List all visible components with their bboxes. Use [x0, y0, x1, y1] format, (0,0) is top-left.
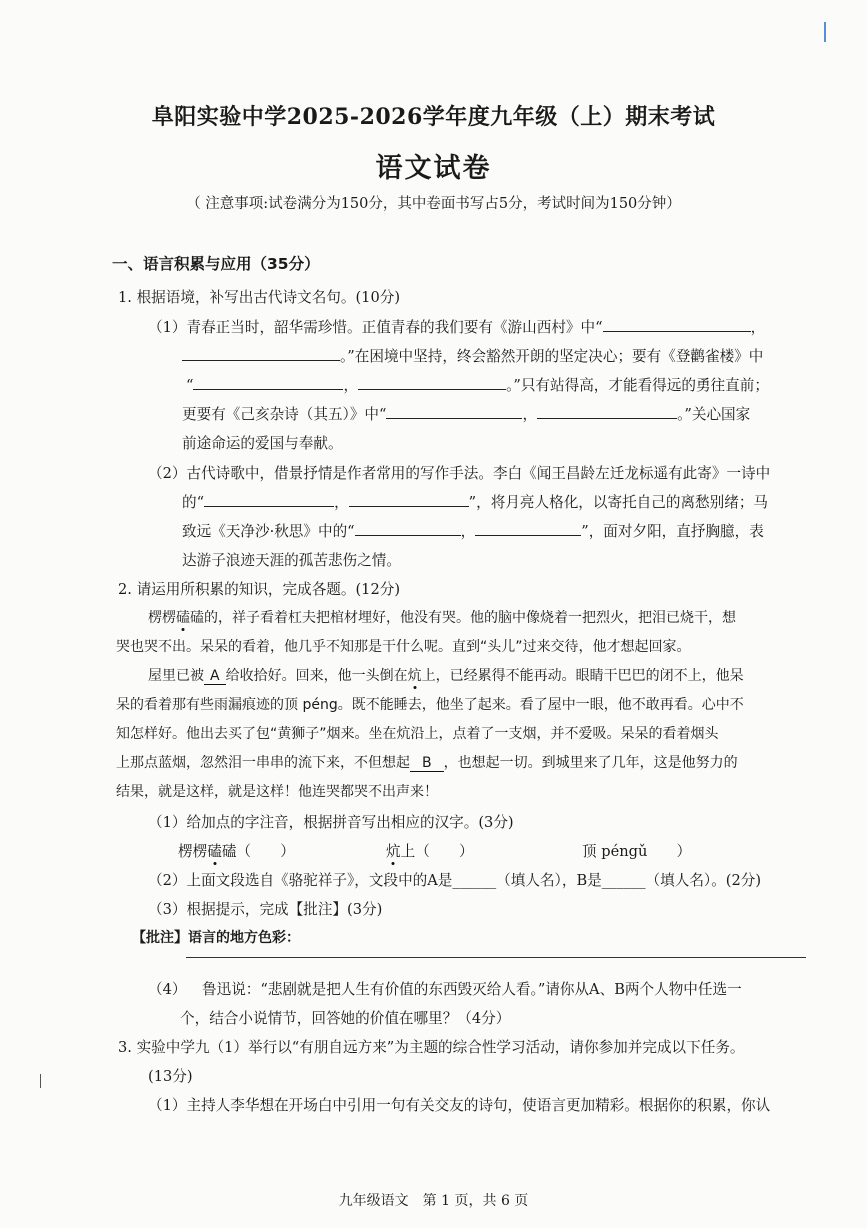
passage-line: 知怎样好。他出去买了包“黄狮子”烟来。坐在炕沿上，点着了一支烟，并不爱吸。呆呆的看着烟头: [116, 726, 719, 742]
answer-blank[interactable]: [193, 375, 343, 390]
passage-line: [148, 665, 744, 685]
q1-text: 致远《天净沙·秋思》中的“: [182, 523, 355, 540]
q1-text: 。”在困境中坚持，终会豁然开朗的坚定决心；要有《登鹳雀楼》中: [340, 348, 764, 365]
q1-part2-line4: 达游子浪迹天涯的孤苦悲伤之情。: [182, 552, 401, 569]
passage-text: 磕的，祥子看着杠夫把棺材埋好，他没有哭。他的脑中像烧着一把烈火，把泪已烧干，想: [190, 610, 736, 626]
passage-text: 屋里已被: [148, 668, 204, 684]
dotted-char: 炕: [386, 843, 401, 860]
q2-sub4-line1: 鲁迅说：“悲剧就是把人生有价值的东西毁灭给人看。”请你从A、B两个人物中任选一: [202, 981, 742, 998]
blank-a-label: A: [204, 668, 226, 685]
answer-blank[interactable]: [386, 404, 522, 419]
q2-sub3: （3）根据提示，完成【批注】(3分): [148, 901, 383, 918]
question-3-stem: 3. 实验中学九（1）举行以“有朋自远方来”为主题的综合性学习活动，请你参加并完成以下任务。: [118, 1039, 745, 1056]
q1-text: ”，面对夕阳，直抒胸臆，表: [581, 523, 764, 540]
answer-blank[interactable]: [355, 521, 461, 536]
answer-blank[interactable]: [349, 492, 469, 507]
q1-text: ”，将月亮人格化，以寄托自己的离愁别绪；马: [468, 494, 769, 511]
page-footer: 九年级语文 第 1 页，共 6 页: [338, 1193, 529, 1209]
question-3-points: (13分): [148, 1068, 193, 1085]
q1-part2-line2: 的“ ， ”，将月亮人格化，以寄托自己的离愁别绪；马: [182, 494, 769, 511]
passage-line: [148, 607, 736, 627]
dotted-char: 磕: [176, 610, 190, 626]
q1-part1-line2: [182, 345, 763, 366]
scan-mark: [40, 1074, 41, 1088]
exam-notice: （ 注意事项:试卷满分为150分，其中卷面书写占5分，考试时间为150分钟）: [186, 196, 681, 212]
blank-b-label: B: [410, 755, 444, 772]
exam-subtitle: 语文试卷: [375, 153, 492, 184]
q2-sub1-item-c: 顶 péngǔ ）: [582, 843, 692, 860]
passage-line: 结果，就是这样，就是这样！他连哭都哭不出声来！: [116, 784, 438, 800]
passage-line: 呆的看着那有些雨漏痕迹的顶 péng。既不能睡去，他坐了起来。看了屋中一眼，他不敢再看。心中不: [116, 697, 744, 713]
q1-part1-line1: （1）青春正当时，韶华需珍惜。正值青春的我们要有《游山西村》中“ ，: [148, 319, 766, 336]
answer-blank[interactable]: [204, 492, 334, 507]
q2-text: 楞楞: [178, 843, 208, 860]
q1-part1-line4: 更要有《己亥杂诗（其五）》中“ ， 。”关心国家: [182, 406, 751, 423]
answer-blank[interactable]: [537, 404, 677, 419]
passage-line: 哭也哭不出。呆呆的看着，他几乎不知那是干什么呢。直到“头儿”过来交待，他才想起回家。: [116, 639, 691, 655]
question-2-stem: 2. 请运用所积累的知识，完成各题。(12分): [118, 581, 401, 598]
dotted-char: 炕: [407, 668, 422, 684]
passage-text: 给收拾好。回来，他一头倒在: [225, 668, 408, 684]
scan-mark: [824, 22, 826, 42]
q1-part1-line5: 前途命运的爱国与奉献。: [182, 435, 343, 452]
answer-line[interactable]: [186, 957, 806, 958]
q2-sub4-line2: 个，结合小说情节，回答她的价值在哪里？（4分）: [180, 1010, 511, 1027]
answer-blank[interactable]: [475, 521, 581, 536]
q1-text: 更要有《己亥杂诗（其五）》中“: [182, 406, 387, 423]
section-heading: 一、语言积累与应用（35分）: [112, 255, 320, 273]
q2-text: 上（ ）: [400, 843, 474, 860]
q1-text: （1）青春正当时，韶华需珍惜。正值青春的我们要有《游山西村》中“: [148, 319, 603, 336]
passage-text: 楞楞: [148, 610, 176, 626]
exam-title: 阜阳实验中学2025-2026学年度九年级（上）期末考试: [151, 104, 716, 130]
q1-text: 。”只有站得高，才能看得远的勇往直前；: [506, 377, 769, 394]
passage-text: ，也想起一切。到城里来了几年，这是他努力的: [443, 755, 738, 771]
answer-blank[interactable]: [603, 317, 751, 332]
answer-blank[interactable]: [182, 346, 340, 361]
q2-sub2: （2）上面文段选自《骆驼祥子》，文段中的A是______（填人名），B是______（填人名）。(2分): [148, 872, 762, 889]
q2-sub1: （1）给加点的字注音，根据拼音写出相应的汉字。(3分): [148, 814, 514, 831]
q1-part2-line1: （2）古代诗歌中，借景抒情是作者常用的写作手法。李白《闻王昌龄左迁龙标遥有此寄》一诗中: [148, 465, 771, 482]
q1-text: 的“: [182, 494, 205, 511]
q1-part2-line3: 致远《天净沙·秋思》中的“ ， ”，面对夕阳，直抒胸臆，表: [182, 523, 764, 540]
q1-part1-line3: “ ， 。”只有站得高，才能看得远的勇往直前；: [186, 377, 769, 394]
question-1-stem: 1. 根据语境，补写出古代诗文名句。(10分): [118, 289, 401, 306]
q2-text: 磕（ ）: [221, 843, 295, 860]
q2-sub1-item-a: [178, 840, 295, 861]
q1-text: 。”关心国家: [677, 406, 751, 423]
answer-blank[interactable]: [358, 375, 506, 390]
passage-line: [116, 752, 738, 772]
dotted-char: 磕: [207, 843, 222, 860]
q2-sub4-number: （4）: [148, 981, 187, 998]
passage-text: 上，已经累得不能再动。眼睛干巴巴的闭不上，他呆: [421, 668, 744, 684]
annotation-label: 【批注】语言的地方色彩：: [132, 930, 300, 946]
q2-sub1-item-b: [386, 840, 474, 861]
passage-text: 上那点蓝烟，忽然泪一串串的流下来，不但想起: [116, 755, 410, 771]
q3-sub1: （1）主持人李华想在开场白中引用一句有关交友的诗句，使语言更加精彩。根据你的积累，你认: [148, 1097, 771, 1114]
